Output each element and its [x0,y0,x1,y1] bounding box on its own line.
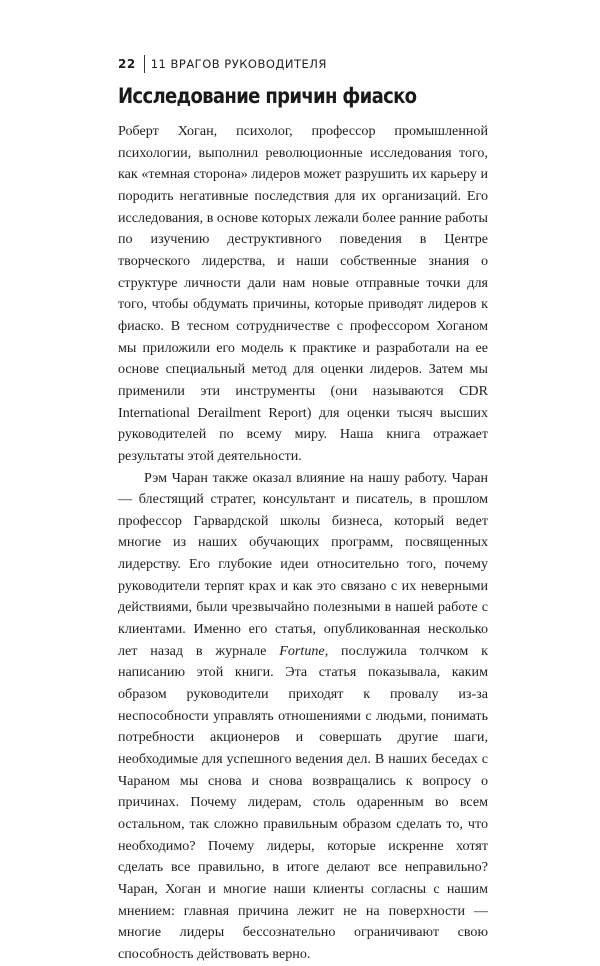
page-number: 22 [118,57,136,71]
paragraph-1: Роберт Хоган, психолог, профессор промышленной психологии, выполнил революционные исследования того, как «темная сторона» лидеров может разрушить их карьеру и породить негативные последствия для их организаций. Его исследования, в основе которых лежали более ранние работы по изучению деструктивного поведения в Центре творческого лидерства, и наши собственные знания о структуре личности дали нам новые отправные точки для того, чтобы обдумать причины, которые приводят лидеров к фиаско. В тесном сотрудничестве с профессором Хоганом мы приложили его модель к практике и разработали на ее основе специальный метод для оценки лидеров. Затем мы применили эти инструменты (они называются CDR International Derailment Report) для оценки тысяч высших руководителей по всему миру. Наша книга отражает результаты этой деятельности. [118,123,488,464]
section-title: Исследование причин фиаско [118,84,417,108]
paragraph-2-part-2: , послужила толчком к написанию этой книги. Эта статья показывала, каким образом руководители приходят к провалу из-за неспособности управлять отношениями с людьми, понимать потребности акционеров и совершать другие шаги, необходимые для успешного ведения дел. В наших беседах с Чараном мы снова и снова возвращались к вопросу о причинах. Почему лидерам, столь одаренным во всем остальном, так сложно правильным образом сделать то, что необходимо? Почему лидеры, которые искренне хотят сделать все правильно, в итоге делают все неправильно? Чаран, Хоган и многие наши клиенты согласны с нашим мнением: главная причина лежит не на поверхности — многие лидеры бессознательно ограничивают свою способность действовать верно. [118,642,489,962]
magazine-name: Fortune [279,642,325,659]
paragraph-2-part-1: Рэм Чаран также оказал влияние на нашу работу. Чаран — блестящий стратег, консультант и писатель, в прошлом профессор Гарвардской школы бизнеса, который ведет многие из наших обучающих программ, посвященных лидерству. Его глубокие идеи относительно того, почему руководители терпят крах и как это связано с их неверными действиями, были чрезвычайно полезными в нашей работе с клиентами. Именно его статья, опубликованная несколько лет назад в журнале [118,469,488,659]
body-text [118,121,488,966]
running-head-divider [144,55,145,73]
paragraph-2 [118,468,488,966]
book-title: 11 ВРАГОВ РУКОВОДИТЕЛЯ [150,57,327,71]
running-head [118,55,327,73]
